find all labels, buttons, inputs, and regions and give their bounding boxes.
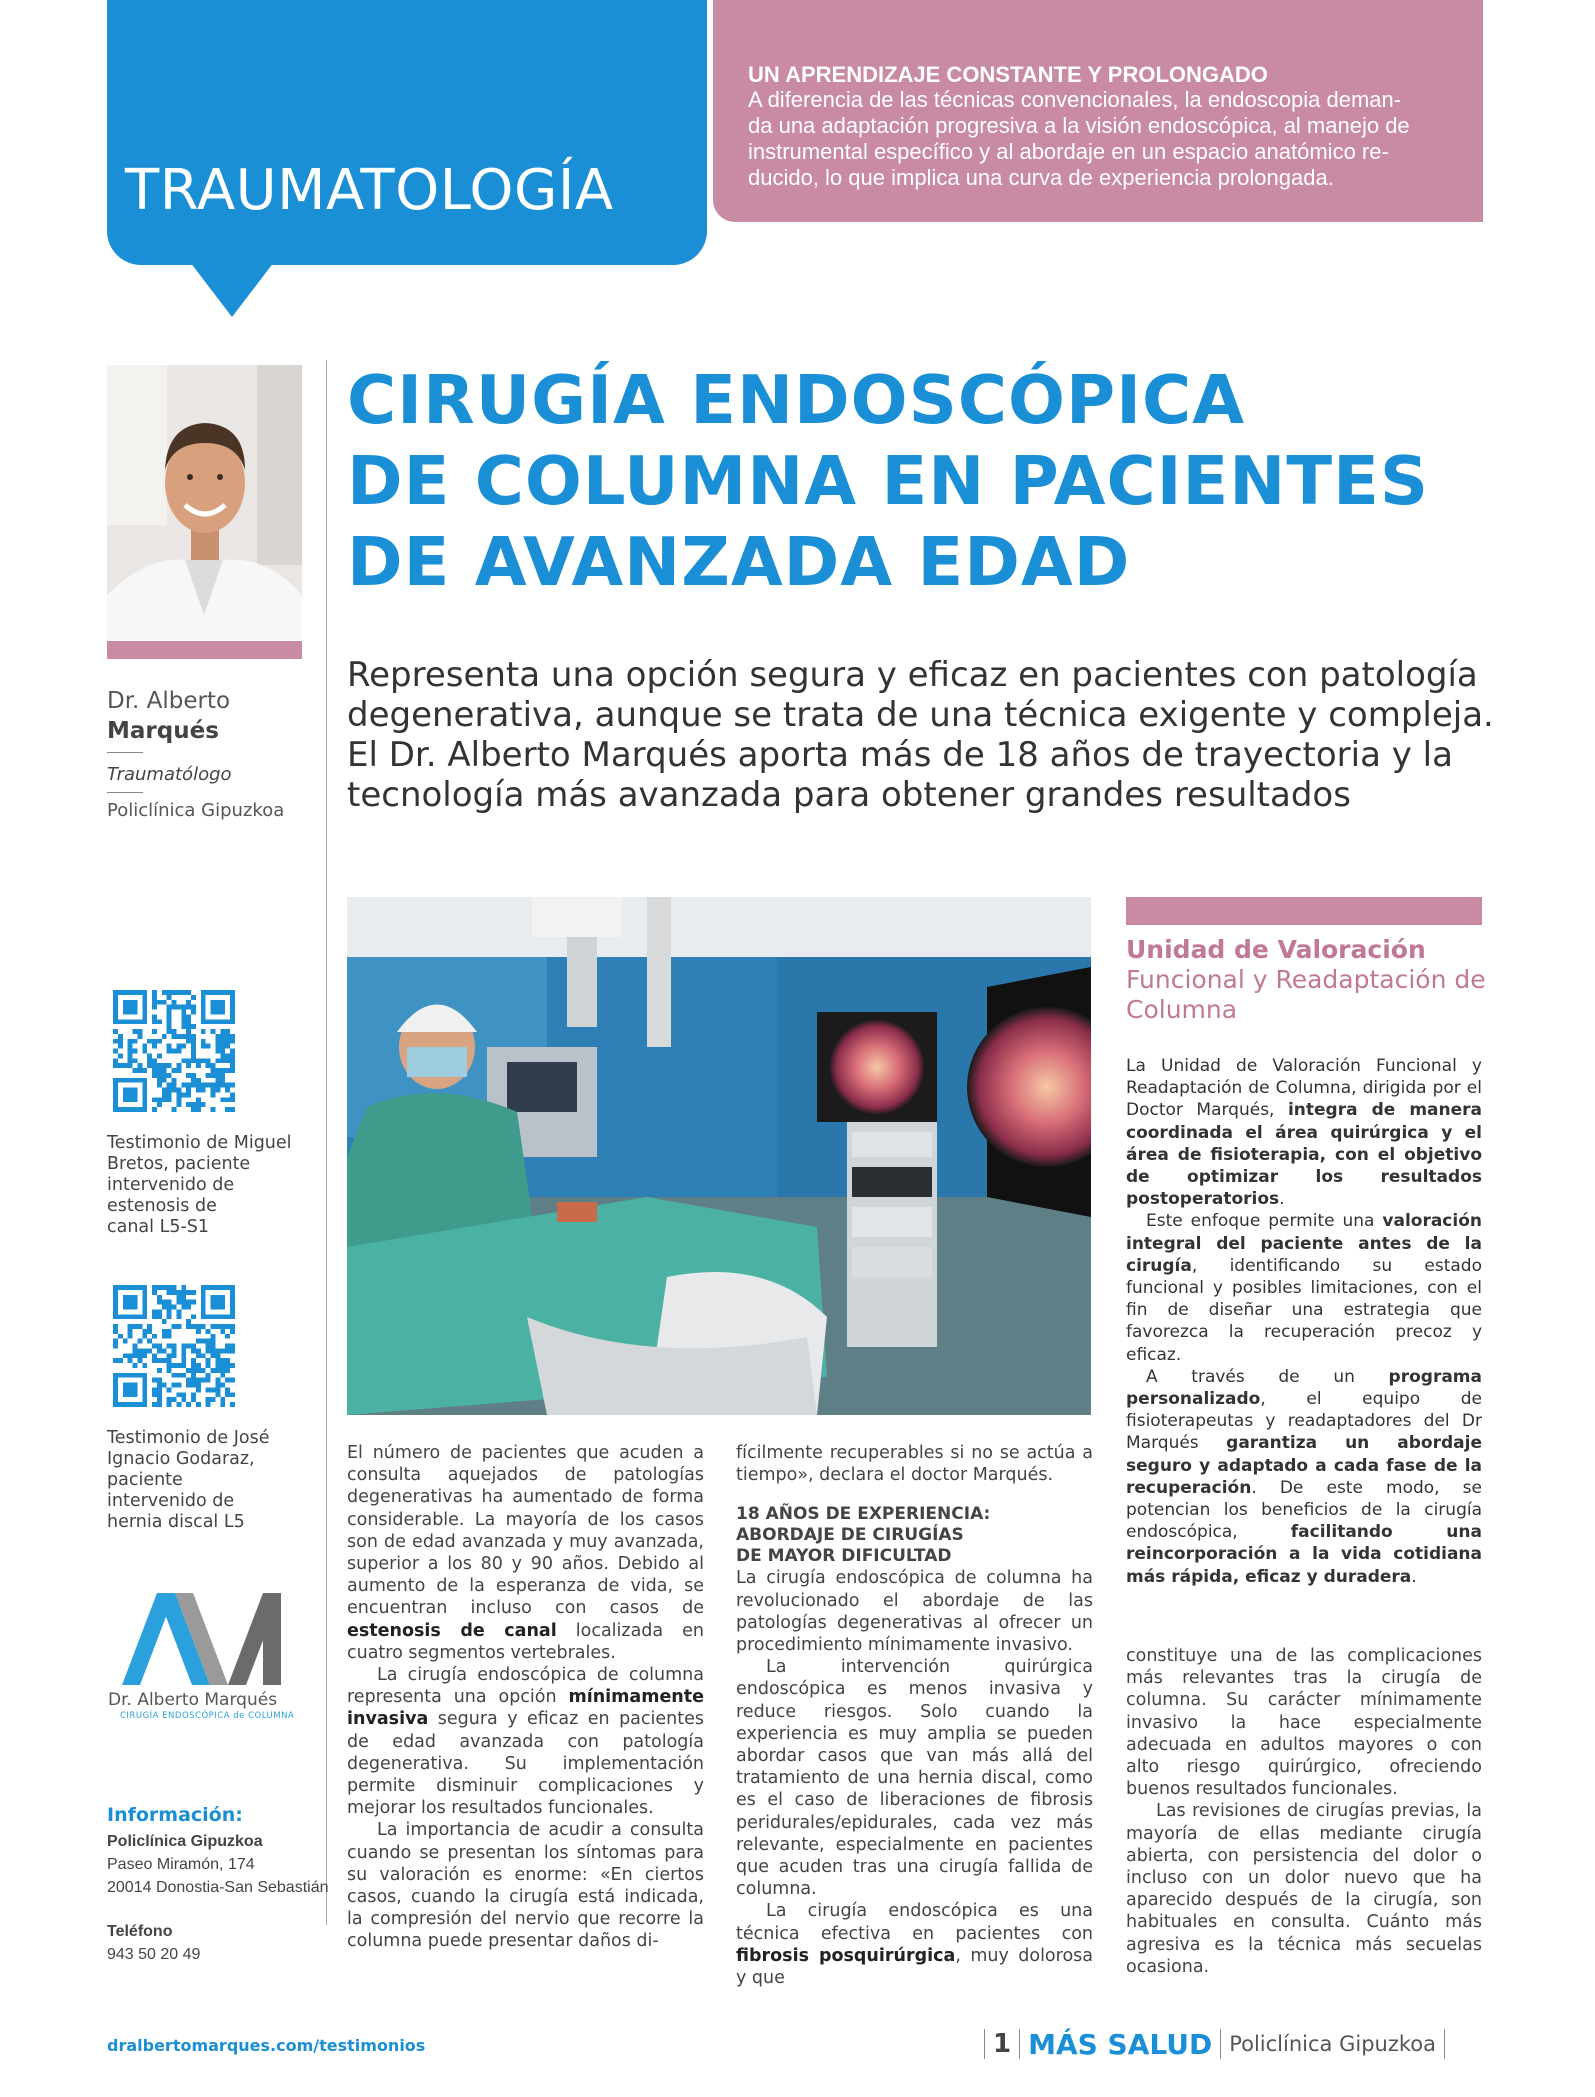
bold-text: valoración integral del paciente antes de la cirugía — [1126, 1211, 1482, 1276]
footer-separator — [1019, 2029, 1020, 2059]
testimonial-caption — [107, 1428, 307, 1533]
text-run: Las revisiones de cirugías previas, la mayoría de ellas mediante cirugía abierta, con persistencia del dolor o incluso con un dolor nuevo que ha aparecido después de la cirugía, son habituales en consulta. Cuánto más agresiva es la técnica más secuelas ocasiona. — [1126, 1801, 1482, 1977]
footer-url[interactable]: dralbertomarques.com/testimonios — [107, 2036, 426, 2055]
operating-room-photo — [347, 897, 1091, 1415]
bold-text: garantiza un abordaje seguro y adaptado a cada fase de la recuperación — [1126, 1433, 1482, 1498]
logo-subtitle: CIRUGÍA ENDOSCÓPICA de COLUMNA — [120, 1711, 295, 1721]
text-run: El número de pacientes que acuden a consulta aquejados de patologías degenerativas ha aumentado de forma considerable. La mayoría de los casos son de edad avanzada y muy avanzada, superior a los 80 y 90 años. Debido al aumento de la esperanza de vida, se encuentran incluso con casos de — [347, 1443, 704, 1619]
author-first-name: Dr. Alberto — [107, 688, 231, 714]
subheading-line: ABORDAJE DE CIRUGÍAS — [736, 1525, 964, 1546]
caption-line: canal L5-S1 — [107, 1217, 210, 1237]
paragraph — [736, 1567, 1093, 1656]
headline-line: DE COLUMNA EN PACIENTES — [347, 442, 1430, 520]
subheading-line: DE MAYOR DIFICULTAD — [736, 1546, 952, 1567]
caption-line: hernia discal L5 — [107, 1512, 245, 1532]
bold-text: estenosis de canal — [347, 1620, 557, 1641]
headline-line: DE AVANZADA EDAD — [347, 523, 1131, 601]
text-run: A través de un — [1146, 1366, 1389, 1387]
author-role: Traumatólogo — [107, 764, 232, 785]
lead-line: tecnología más avanzada para obtener grandes resultados — [347, 775, 1351, 815]
lead-paragraph — [347, 655, 1497, 815]
paragraph — [347, 1819, 704, 1952]
paragraph — [1126, 1210, 1482, 1365]
caption-line: Testimonio de Miguel — [107, 1133, 292, 1153]
text-run: La cirugía endoscópica es una técnica efectiva en pacientes con — [736, 1901, 1093, 1944]
paragraph: fícilmente recuperables si no se actúa a tiempo», declara el doctor Marqués. — [736, 1443, 1093, 1486]
bold-text: programa personalizado — [1126, 1366, 1482, 1410]
footer-separator — [984, 2029, 985, 2059]
text-run: La cirugía endoscópica de columna representa una opción — [347, 1665, 704, 1708]
caption-line: Testimonio de José — [107, 1428, 270, 1448]
paragraph — [1126, 1366, 1482, 1588]
callout-line: instrumental específico y al abordaje en un espacio anatómico re- — [748, 139, 1389, 164]
section-tab — [107, 0, 707, 265]
qr-code[interactable] — [113, 1285, 235, 1407]
callout-line: A diferencia de las técnicas convencionales, la endoscopia deman- — [748, 87, 1402, 112]
text-run: . De este modo, se potencian los beneficios de la cirugía endoscópica, — [1126, 1477, 1482, 1543]
text-run: La cirugía endoscópica de columna ha revolucionado el abordaje de las patologías degenerativas al ofrecer un procedimiento mínimamente invasivo. — [736, 1568, 1093, 1656]
author-clinic: Policlínica Gipuzkoa — [107, 800, 285, 821]
bold-text: integra de manera coordinada el área quirúrgica y el área de fisioterapia, con el objetivo de optimizar los resultados postoperatorios — [1126, 1100, 1482, 1210]
article-column-2 — [736, 1442, 1093, 1989]
text-run: La intervención quirúrgica endoscópica es menos invasiva y reduce riesgos. Solo cuando la experiencia es muy amplia se pueden abordar casos que van más allá del tratamiento de una hernia discal, como es el caso de liberaciones de fibrosis peridurales/epidurales, cada vez más relevante, especialmente en pacientes que acuden tras una cirugía fallida de columna. — [736, 1657, 1093, 1900]
sidebar-title: Unidad de Valoración — [1126, 935, 1426, 964]
paragraph — [1126, 1645, 1482, 1800]
page-number: 1 — [993, 2029, 1012, 2059]
lead-line: El Dr. Alberto Marqués aporta más de 18 años de trayectoria y la — [347, 735, 1453, 775]
subheading — [736, 1504, 1093, 1567]
column-divider — [326, 360, 327, 1925]
text-run: . — [1279, 1189, 1285, 1210]
text-run: , identificando su estado funcional y posibles limitaciones, con el fin de diseñar una estrategia que favorezca la recuperación precoz y eficaz. — [1126, 1255, 1482, 1365]
text-run: . — [1411, 1566, 1417, 1587]
caption-line: Bretos, paciente — [107, 1154, 251, 1174]
info-title: Información: — [107, 1804, 243, 1826]
divider — [107, 752, 143, 753]
paragraph — [736, 1656, 1093, 1900]
qr-code[interactable] — [113, 990, 235, 1112]
info-address-1: Paseo Miramón, 174 — [107, 1856, 255, 1873]
author-accent-bar — [107, 641, 302, 659]
caption-line: Ignacio Godaraz, — [107, 1449, 255, 1469]
author-last-name: Marqués — [107, 718, 219, 744]
footer-clinic: Policlínica Gipuzkoa — [1229, 2032, 1436, 2056]
logo-name: Dr. Alberto Marqués — [108, 1690, 278, 1710]
text-run: La Unidad de Valoración Funcional y Readaptación de Columna, dirigida por el Doctor Marqués, — [1126, 1056, 1482, 1121]
text-run: Este enfoque permite una — [1146, 1211, 1383, 1232]
sidebar-subtitle: Funcional y Readaptación de Columna — [1126, 965, 1486, 1024]
divider — [107, 792, 143, 793]
callout-title: UN APRENDIZAJE CONSTANTE Y PROLONGADO — [748, 62, 1268, 87]
testimonial-caption — [107, 1133, 307, 1238]
paragraph — [736, 1900, 1093, 1989]
paragraph — [347, 1664, 704, 1819]
text-run: , el equipo de fisioterapeutas y readaptadores del Dr Marqués — [1126, 1389, 1482, 1454]
text-run: segura y eficaz en pacientes de edad avanzada con patología degenerativa. Su implementación permite disminuir complicaciones y mejorar los resultados funcionales. — [347, 1709, 704, 1819]
callout-box — [713, 0, 1483, 222]
info-address-2: 20014 Donostia-San Sebastián — [107, 1879, 329, 1896]
text-run: constituye una de las complicaciones más relevantes tras la cirugía de columna. Su carácter mínimamente invasivo la hace especialmente adecuada en adultos mayores o con alto riesgo quirúrgico, ofreciendo buenos resultados funcionales. — [1126, 1646, 1482, 1800]
headline — [347, 360, 1497, 603]
section-tab-pointer — [190, 262, 274, 317]
sidebar-text — [1126, 1055, 1482, 1588]
callout-line: da una adaptación progresiva a la visión endoscópica, al manejo de — [748, 113, 1410, 138]
info-clinic: Policlínica Gipuzkoa — [107, 1833, 263, 1850]
paragraph — [1126, 1800, 1482, 1978]
sidebar-accent-bar — [1126, 897, 1482, 925]
footer-separator — [1220, 2029, 1221, 2059]
paragraph — [1126, 1055, 1482, 1210]
info-phone-label: Teléfono — [107, 1923, 173, 1940]
bold-text: fibrosis posquirúrgica — [736, 1945, 956, 1966]
magazine-name: MÁS SALUD — [1028, 2027, 1213, 2061]
article-column-3 — [1126, 1645, 1482, 1978]
section-title: TRAUMATOLOGÍA — [125, 158, 614, 223]
text-run: , muy dolorosa y que — [736, 1945, 1093, 1989]
caption-line: estenosis de — [107, 1196, 217, 1216]
caption-line: intervenido de — [107, 1491, 235, 1511]
subheading-line: 18 AÑOS DE EXPERIENCIA: — [736, 1504, 991, 1525]
footer-separator — [1444, 2029, 1445, 2059]
callout-line: ducido, lo que implica una curva de experiencia prolongada. — [748, 165, 1334, 190]
paragraph — [347, 1442, 704, 1664]
caption-line: paciente — [107, 1470, 183, 1490]
headline-line: CIRUGÍA ENDOSCÓPICA — [347, 361, 1246, 439]
text-run: La importancia de acudir a consulta cuando se presentan los síntomas para su valoración es enorme: «En ciertos casos, cuando la cirugía está indicada, la compresión del nervio que recorre la columna puede presentar daños di- — [347, 1820, 704, 1952]
info-phone[interactable]: 943 50 20 49 — [107, 1946, 201, 1963]
bold-text: facilitando una reincorporación a la vida cotidiana más rápida, eficaz y duradera — [1126, 1522, 1482, 1587]
bold-text: mínimamente invasiva — [347, 1687, 704, 1730]
caption-line: intervenido de — [107, 1175, 235, 1195]
lead-line: Representa una opción segura y eficaz en pacientes con patología — [347, 655, 1478, 695]
lead-line: degenerativa, aunque se trata de una técnica exigente y compleja. — [347, 695, 1494, 735]
text-run: localizada en cuatro segmentos vertebrales. — [347, 1620, 704, 1663]
callout-text — [748, 87, 1453, 191]
footer-folio — [976, 2026, 1453, 2062]
article-column-1 — [347, 1442, 704, 1953]
author-photo — [107, 365, 302, 640]
